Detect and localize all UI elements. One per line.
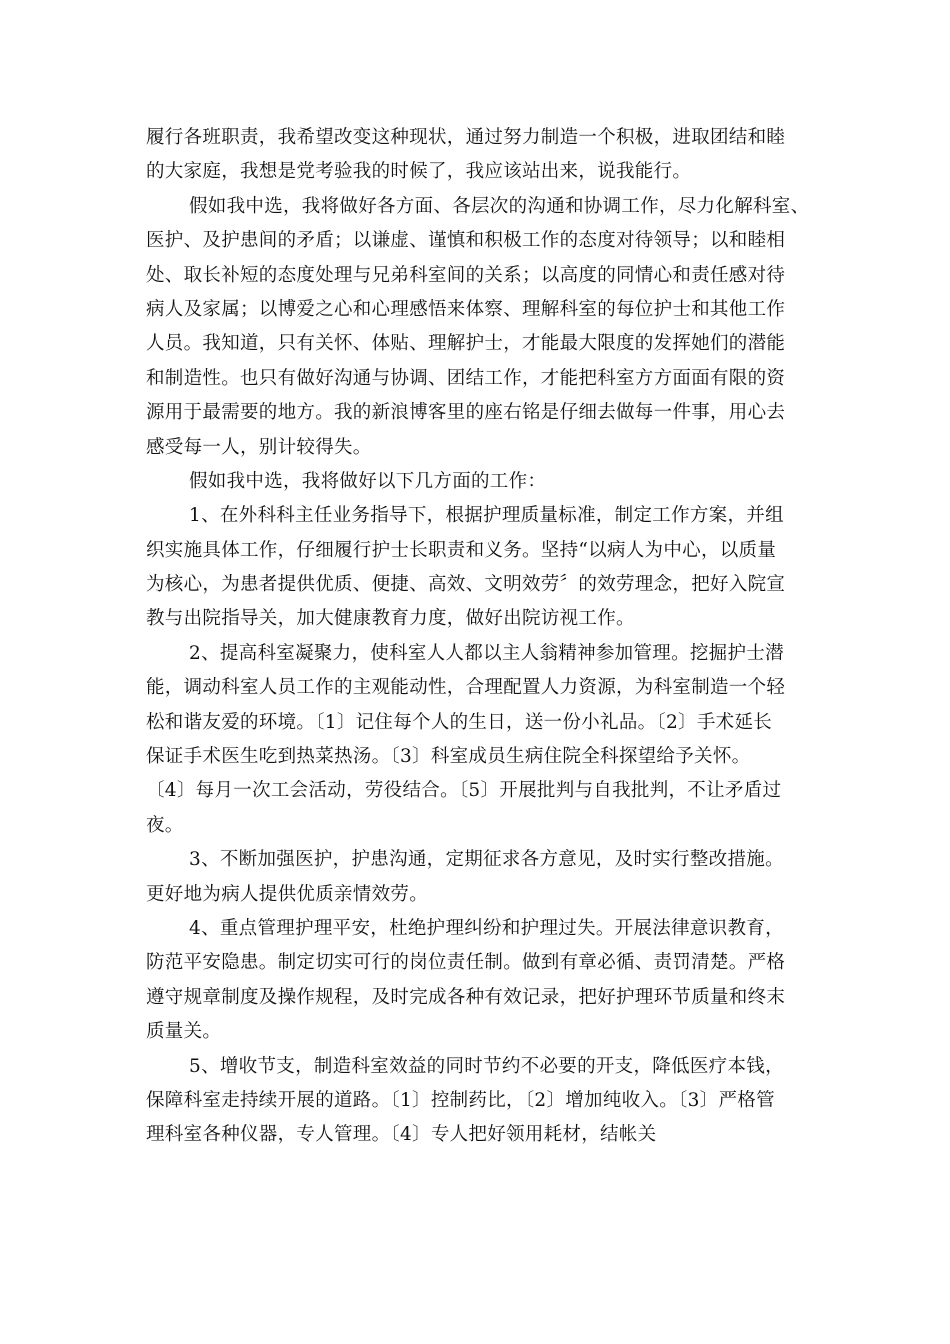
document-body-text [146, 121, 836, 1153]
text-line: 感受每一人，别计较得失。 [146, 436, 372, 458]
text-line: 1、在外科科主任业务指导下，根据护理质量标准，制定工作方案，并组 [189, 505, 784, 527]
text-line: 2、提高科室凝聚力，使科室人人都以主人翁精神参加管理。挖掘护士潜 [189, 642, 784, 664]
text-line: 假如我中选，我将做好以下几方面的工作： [189, 470, 547, 492]
text-line: 夜。 [146, 814, 184, 836]
text-line: 防范平安隐患。制定切实可行的岗位责任制。做到有章必循、责罚清楚。严格 [146, 952, 786, 974]
text-line: 为核心，为患者提供优质、便捷、高效、文明效劳〞的效劳理念，把好入院宣 [146, 574, 786, 596]
text-line: 遵守规章制度及操作规程，及时完成各种有效记录，把好护理环节质量和终末 [146, 986, 786, 1008]
text-line: 教与出院指导关，加大健康教育力度，做好出院访视工作。 [146, 608, 635, 630]
text-line: 更好地为病人提供优质亲情效劳。 [146, 883, 429, 905]
text-line: 保障科室走持续开展的道路。〔1〕控制药比，〔2〕增加纯收入。〔3〕严格管 [146, 1089, 775, 1111]
text-line: 的大家庭，我想是党考验我的时候了，我应该站出来，说我能行。 [146, 161, 692, 183]
text-line: 人员。我知道，只有关怀、体贴、理解护士，才能最大限度的发挥她们的潜能 [146, 333, 786, 355]
text-line: 源用于最需要的地方。我的新浪博客里的座右铭是仔细去做每一件事，用心去 [146, 402, 786, 424]
text-line: 假如我中选，我将做好各方面、各层次的沟通和协调工作，尽力化解科室、 [189, 195, 810, 217]
text-line: 5、增收节支，制造科室效益的同时节约不必要的开支，降低医疗本钱， [189, 1055, 784, 1077]
text-line: 能，调动科室人员工作的主观能动性，合理配置人力资源，为科室制造一个轻 [146, 677, 786, 699]
text-line: 履行各班职责，我希望改变这种现状，通过努力制造一个积极，进取团结和睦 [146, 127, 786, 148]
text-line: 理科室各种仪器，专人管理。〔4〕专人把好领用耗材，结帐关 [146, 1124, 657, 1146]
text-line: 病人及家属；以博爱之心和心理感悟来体察、理解科室的每位护士和其他工作 [146, 298, 786, 320]
text-line: 3、不断加强医护，护患沟通，定期征求各方意见，及时实行整改措施。 [189, 849, 784, 871]
text-line: 保证手术医生吃到热菜热汤。〔3〕科室成员生病住院全科探望给予关怀。 [146, 746, 751, 768]
text-line: 医护、及护患间的矛盾；以谦虚、谨慎和积极工作的态度对待领导；以和睦相 [146, 230, 786, 252]
text-line: 织实施具体工作，仔细履行护士长职责和义务。坚持“以病人为中心，以质量 [146, 539, 777, 561]
text-line: 质量关。 [146, 1021, 222, 1043]
text-line: 和制造性。也只有做好沟通与协调、团结工作，才能把科室方方面面有限的资 [146, 367, 786, 389]
text-line: 4、重点管理护理平安，杜绝护理纠纷和护理过失。开展法律意识教育， [189, 917, 784, 939]
text-line: 松和谐友爱的环境。〔1〕记住每个人的生日，送一份小礼品。〔2〕手术延长 [146, 711, 773, 733]
text-line: 处、取长补短的态度处理与兄弟科室间的关系；以高度的同情心和责任感对待 [146, 264, 786, 286]
text-line: 〔4〕每月一次工会活动，劳役结合。〔5〕开展批判与自我批判，不让矛盾过 [146, 780, 782, 802]
